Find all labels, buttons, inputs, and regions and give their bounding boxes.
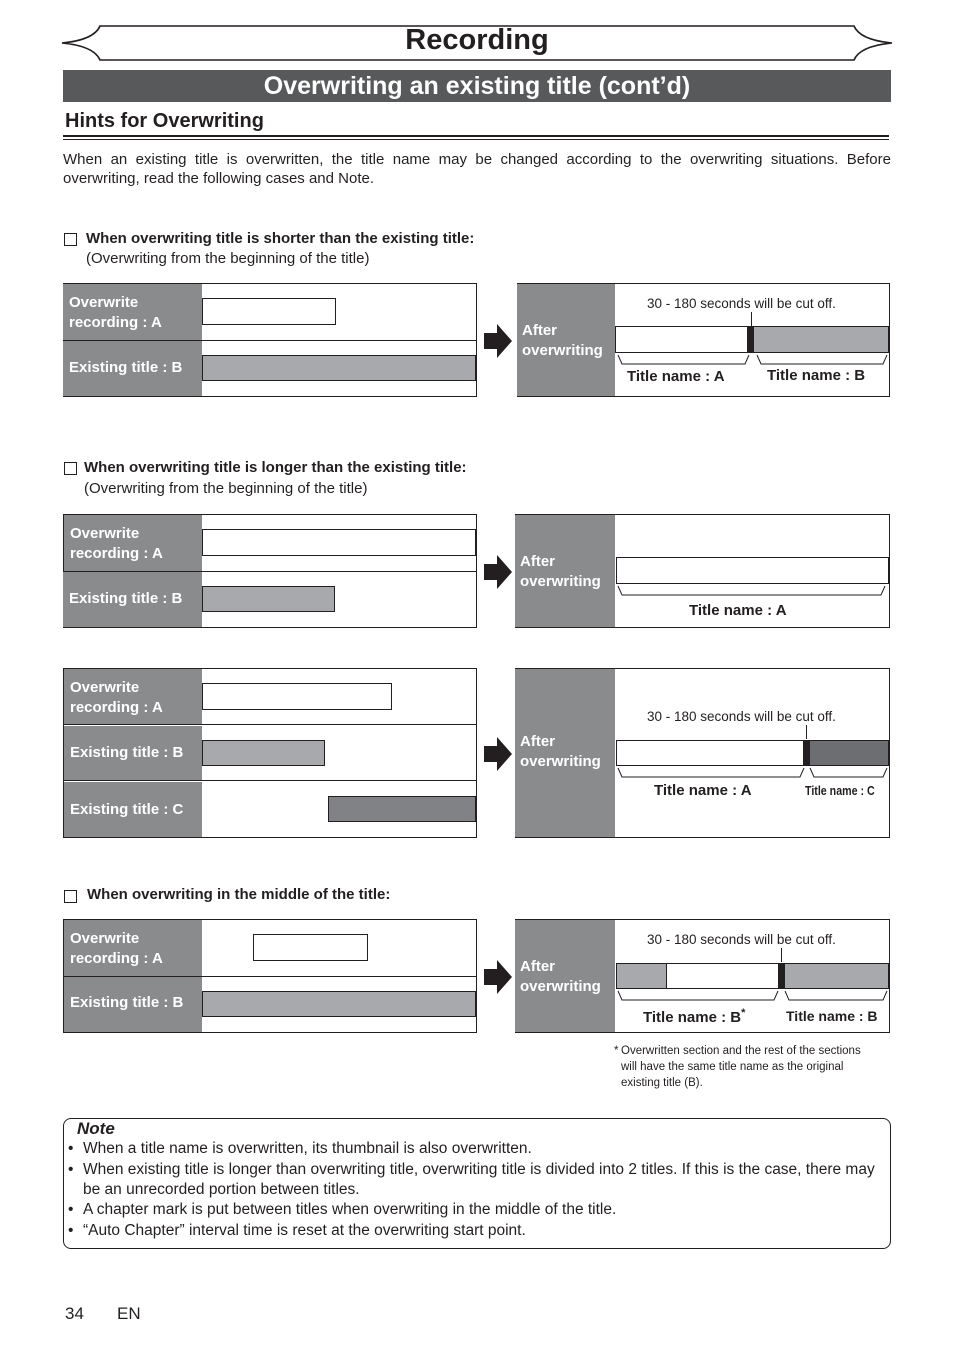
note-text: When a title name is overwritten, its thumbnail is also overwritten.	[83, 1140, 532, 1157]
bullet: •	[68, 1161, 74, 1178]
pointer-line	[781, 948, 782, 962]
footnote-line: existing title (B).	[621, 1077, 703, 1089]
bullet: •	[68, 1140, 74, 1157]
recording-a-bar	[202, 529, 476, 556]
bullet: •	[68, 1201, 74, 1218]
title-b-bar	[753, 326, 889, 353]
title-b-bar	[202, 586, 335, 612]
after-overwriting-label	[515, 669, 615, 837]
label-line: overwriting	[522, 342, 603, 359]
label-line: Overwrite	[69, 294, 139, 311]
label-line: Overwrite	[70, 525, 140, 542]
label-line: recording : A	[70, 699, 163, 716]
note-item	[68, 1200, 878, 1220]
title-a-bar	[616, 740, 805, 766]
bullet: •	[68, 1222, 74, 1239]
divider	[63, 571, 477, 572]
label-line: After	[520, 733, 556, 750]
existing-c-label: Existing title : C	[64, 782, 202, 837]
page-language: EN	[117, 1304, 141, 1323]
existing-b-label: Existing title : B	[64, 726, 202, 781]
title-name-a: Title name : A	[654, 782, 752, 799]
label-line: overwriting	[520, 753, 601, 770]
pointer-line	[806, 725, 807, 739]
cut-off-text: 30 - 180 seconds will be cut off.	[647, 932, 836, 947]
note-text: When existing title is longer than overwriting title, overwriting title is divided into 2 titles. If this is the case, there may be an unrecorded portion between titles.	[83, 1161, 875, 1198]
section-title-bar: Overwriting an existing title (cont’d)	[63, 70, 891, 102]
existing-b-label: Existing title : B	[64, 977, 202, 1032]
checkbox-icon	[64, 233, 77, 246]
case1-subheading: (Overwriting from the beginning of the title)	[86, 250, 370, 267]
note-item	[68, 1221, 878, 1241]
label-line: recording : A	[70, 545, 163, 562]
cut-off-text: 30 - 180 seconds will be cut off.	[647, 296, 836, 311]
case2-subheading: (Overwriting from the beginning of the title)	[84, 480, 368, 497]
title-b-bar	[202, 991, 476, 1017]
title-b-bar	[202, 355, 476, 381]
note-item	[68, 1160, 878, 1200]
page-title: Recording	[405, 24, 549, 56]
case1-heading: When overwriting title is shorter than the existing title:	[86, 230, 475, 247]
label-line: After	[520, 553, 556, 570]
existing-b-label: Existing title : B	[63, 572, 202, 627]
arrow-right-icon	[484, 737, 512, 771]
overwrite-a-label	[64, 515, 202, 571]
label-line: After	[522, 322, 558, 339]
existing-b-label: Existing title : B	[63, 341, 202, 396]
cut-off-text: 30 - 180 seconds will be cut off.	[647, 709, 836, 724]
overwrite-a-label	[64, 669, 202, 725]
checkbox-icon	[64, 890, 77, 903]
arrow-right-icon	[484, 960, 512, 994]
label-line: overwriting	[520, 573, 601, 590]
label-line: Overwrite	[70, 679, 140, 696]
hints-heading: Hints for Overwriting	[65, 110, 264, 132]
note-title: Note	[77, 1119, 115, 1138]
case3-heading: When overwriting in the middle of the title:	[87, 886, 391, 903]
overwrite-a-label	[63, 284, 202, 340]
after-overwriting-label	[515, 515, 615, 627]
bracket-icon	[615, 585, 890, 597]
after-overwriting-label	[515, 920, 615, 1032]
arrow-right-icon	[484, 555, 512, 589]
title-name-text: Title name : B	[643, 1009, 742, 1026]
arrow-right-icon	[484, 324, 512, 358]
overwrite-a-label	[64, 920, 202, 976]
bracket-icon	[615, 990, 890, 1002]
note-text: A chapter mark is put between titles when overwriting in the middle of the title.	[83, 1201, 617, 1218]
label-line: After	[520, 958, 556, 975]
page-number: 34	[65, 1304, 84, 1323]
title-name-b: Title name : B	[786, 1008, 878, 1024]
bracket-icon	[615, 354, 890, 366]
title-a-bar	[615, 326, 750, 353]
heading-rule-thick	[63, 135, 889, 137]
note-item	[68, 1139, 878, 1159]
footnote-line: Overwritten section and the rest of the sections	[621, 1045, 861, 1057]
title-a-bar	[616, 557, 889, 584]
title-name-b: Title name : B	[767, 367, 866, 384]
title-c-bar	[328, 796, 476, 822]
divider	[63, 780, 477, 781]
intro-paragraph: When an existing title is overwritten, the title name may be changed according to the overwriting situations. Before overwriting, read the following cases and Note.	[63, 151, 891, 187]
case2-heading: When overwriting title is longer than the existing title:	[84, 459, 467, 476]
after-overwriting-label	[517, 284, 615, 396]
label-line: Overwrite	[70, 930, 140, 947]
title-name-a: Title name : A	[689, 602, 787, 619]
divider	[63, 724, 477, 725]
title-b-bar	[202, 740, 325, 766]
label-line: recording : A	[70, 950, 163, 967]
label-line: recording : A	[69, 314, 162, 331]
title-c-bar	[809, 740, 889, 766]
title-name-c: Title name : C	[805, 783, 875, 798]
bracket-icon	[615, 767, 890, 779]
recording-a-bar	[202, 683, 392, 710]
pointer-line	[751, 312, 752, 326]
asterisk: *	[741, 1007, 746, 1019]
title-b-bar	[784, 963, 889, 989]
title-name-b-star	[643, 1007, 745, 1026]
checkbox-icon	[64, 462, 77, 475]
heading-rule-thin	[63, 139, 889, 140]
note-text: “Auto Chapter” interval time is reset at the overwriting start point.	[83, 1222, 526, 1239]
title-name-a: Title name : A	[627, 368, 725, 385]
divider	[63, 976, 477, 977]
label-line: overwriting	[520, 978, 601, 995]
recording-a-bar	[202, 298, 336, 325]
recording-a-bar	[253, 934, 368, 961]
recording-a-section-bar	[666, 963, 780, 989]
title-b-bar	[616, 963, 668, 989]
divider	[63, 340, 477, 341]
footnote-asterisk: *	[614, 1045, 619, 1057]
footnote-line: will have the same title name as the original	[621, 1061, 844, 1073]
